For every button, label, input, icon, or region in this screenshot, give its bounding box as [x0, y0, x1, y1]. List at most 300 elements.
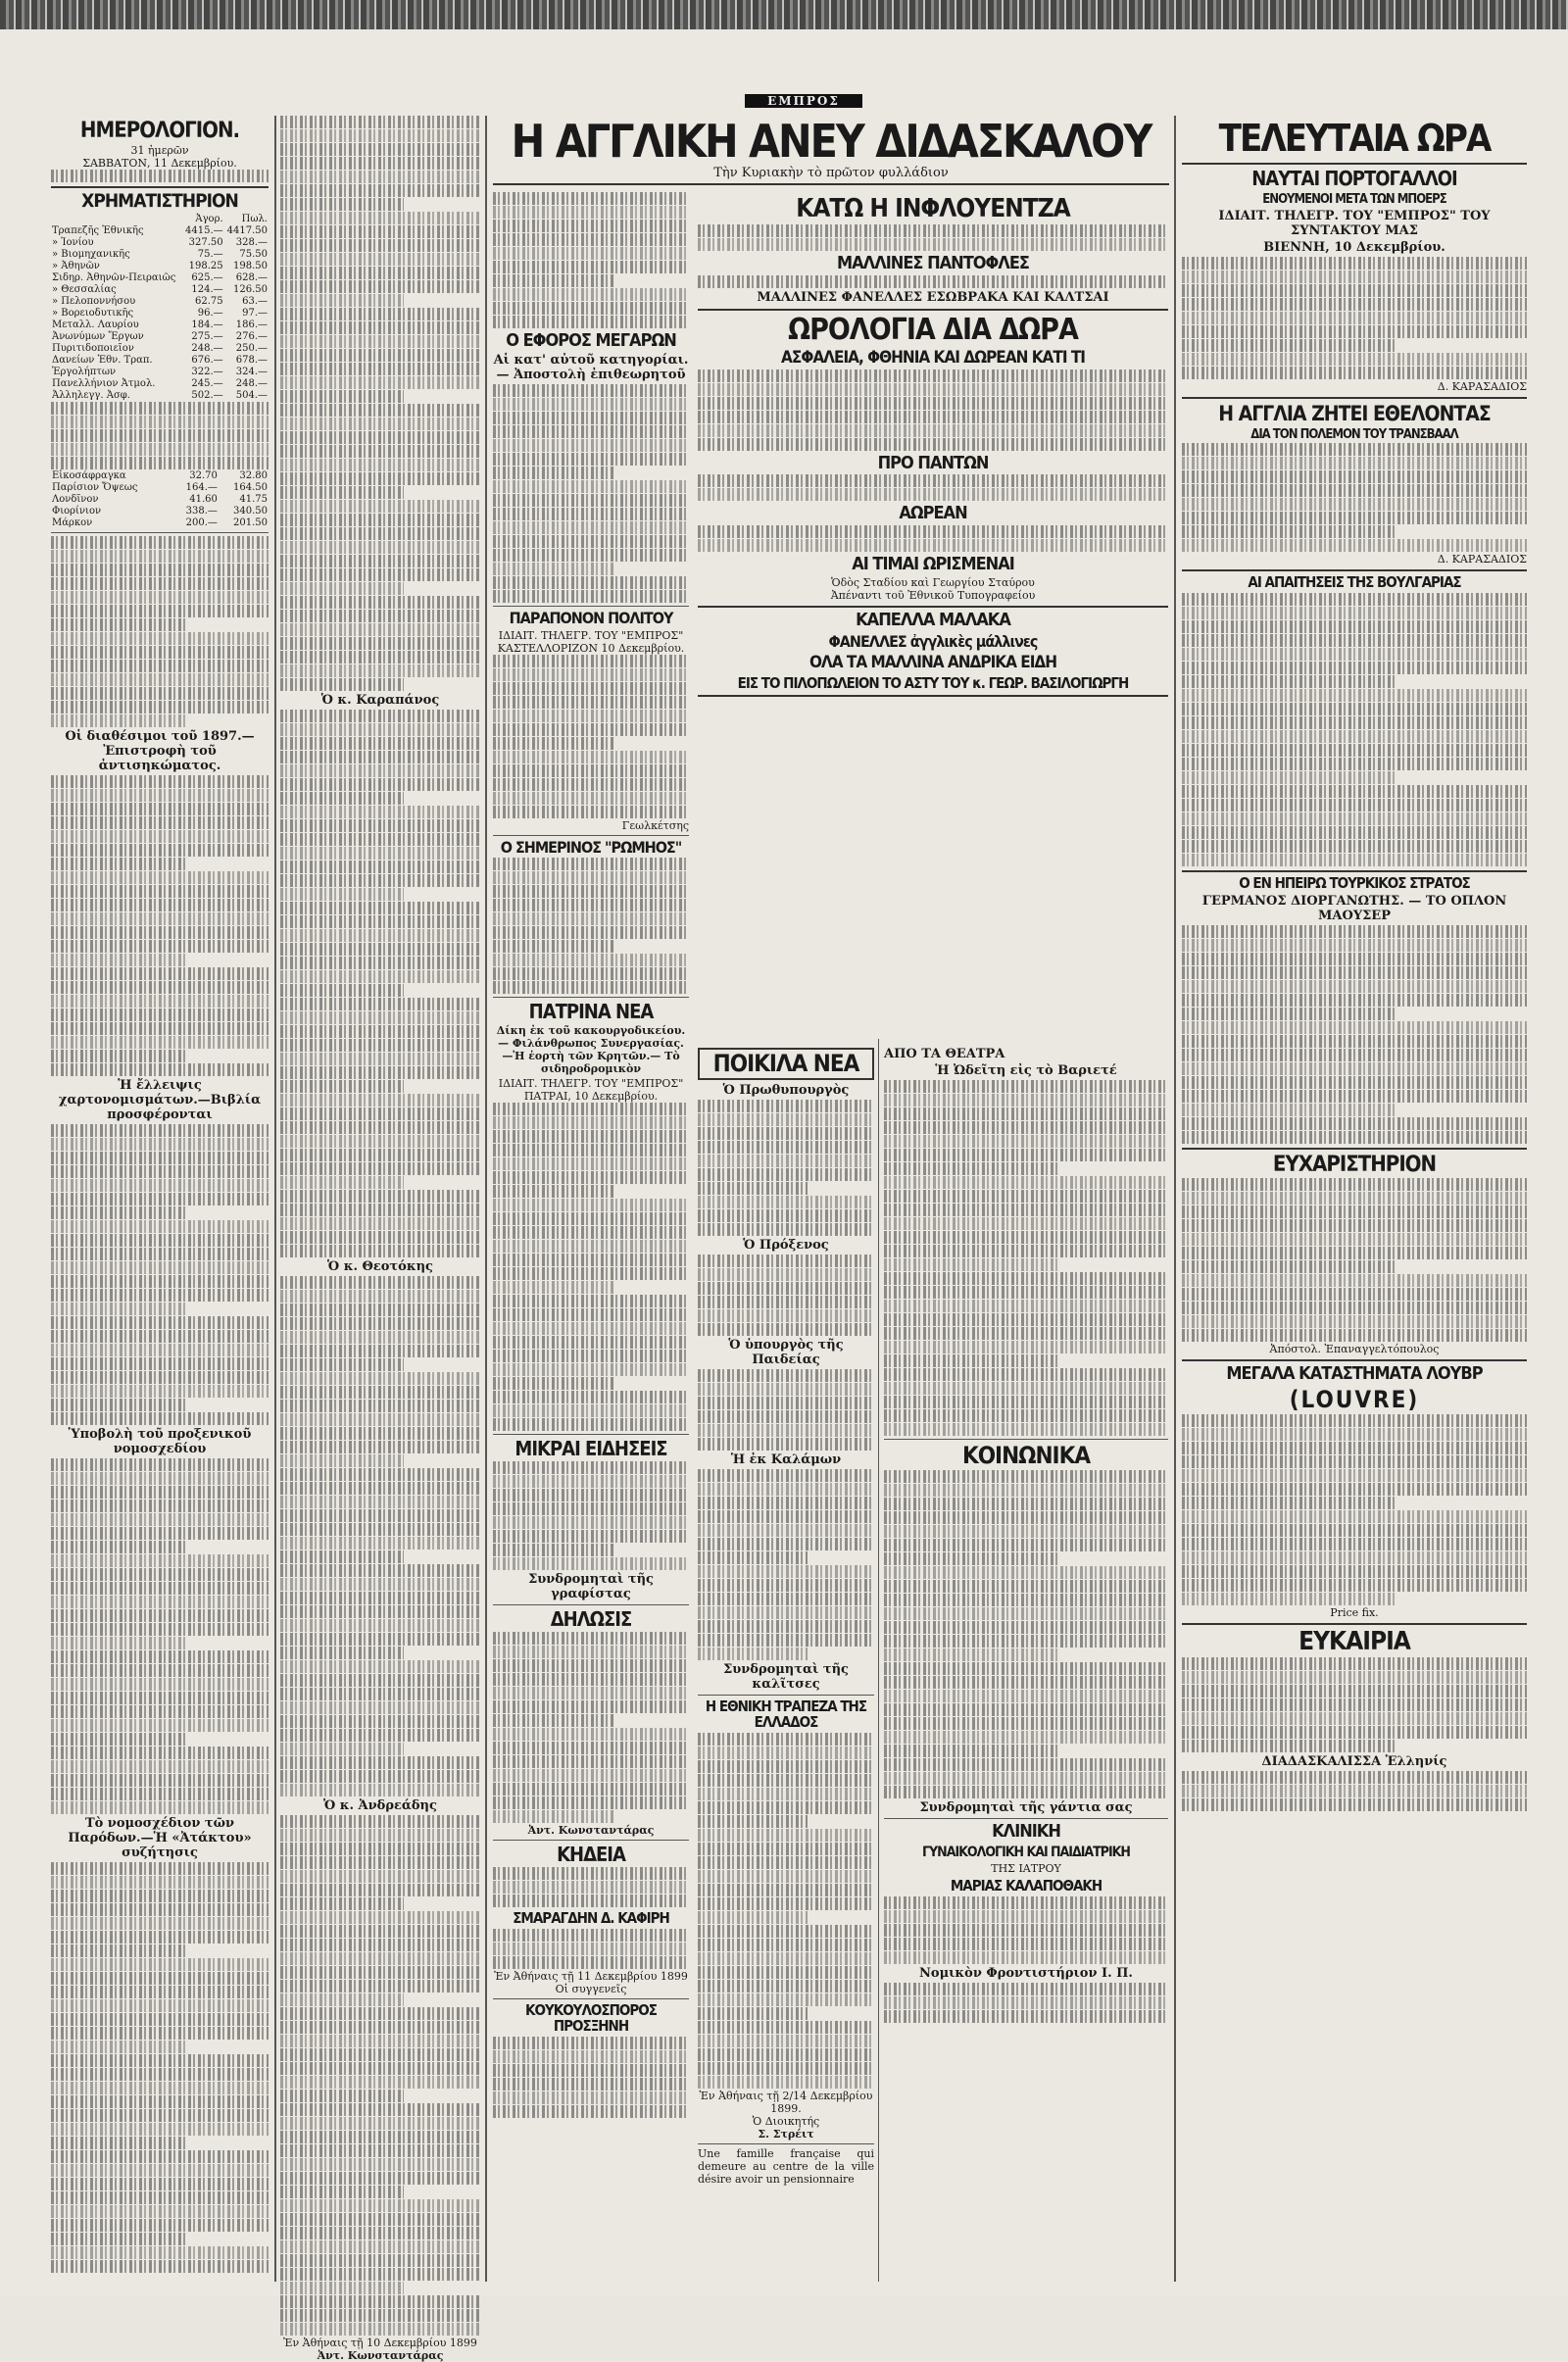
body-text-line	[51, 1036, 269, 1049]
body-text-line	[51, 2205, 269, 2218]
body-text-line	[51, 1357, 269, 1370]
body-text-line	[51, 789, 269, 802]
body-text-line	[280, 1980, 480, 1993]
body-text-line	[698, 1296, 874, 1308]
body-text-line	[493, 1144, 689, 1156]
body-text-line	[698, 1801, 874, 1814]
body-text-line	[280, 2254, 480, 2267]
body-text-line	[1182, 730, 1527, 743]
section-subheading: Δίκη ἐκ τοῦ κακουργοδικείου.— Φιλάνθρωπος Συνεργασίας.—Ἡ ἑορτὴ τῶν Κρητῶν.— Τὸ σιδηροδρομικὸν	[496, 1024, 686, 1076]
body-text-line	[1182, 689, 1527, 702]
body-text-line	[698, 275, 1168, 288]
column-rule	[485, 116, 487, 2282]
body-text-line	[493, 1336, 689, 1349]
body-text-line	[1182, 980, 1527, 993]
body-text-line	[51, 1733, 186, 1746]
body-text-line	[51, 591, 269, 604]
body-text-line	[51, 1650, 269, 1663]
body-text-line	[493, 576, 689, 589]
body-text-line	[51, 1412, 269, 1425]
body-text-line	[51, 1788, 269, 1800]
body-text-line	[280, 1080, 404, 1093]
body-text-line	[698, 1497, 874, 1509]
body-text-line	[493, 954, 689, 966]
body-text-line	[280, 212, 480, 224]
signature: Γεωλκέτσης	[621, 818, 689, 832]
body-text-line	[280, 1372, 480, 1385]
body-text-line	[280, 1966, 480, 1979]
column-4b	[884, 1045, 1168, 2024]
signature: Δ. ΚΑΡΑΣΑΔΙΟΣ	[1437, 553, 1527, 566]
body-text-line	[280, 129, 480, 142]
body-text-line	[1182, 826, 1527, 839]
body-text-line	[1182, 443, 1527, 456]
market-row: Ἀλληλεγγ. Ἀσφ. 502.— 504.—	[52, 390, 268, 402]
body-text-line	[280, 1578, 480, 1591]
body-text-line	[51, 1596, 269, 1608]
body-text-line	[493, 806, 689, 818]
body-text-line	[1182, 1712, 1527, 1725]
body-text-line	[698, 1113, 874, 1126]
body-text-line	[280, 1121, 480, 1134]
body-text-line	[493, 480, 689, 493]
body-text-line	[51, 1876, 269, 1889]
body-text-line	[1182, 470, 1527, 483]
body-text-line	[698, 1634, 874, 1647]
body-text-line	[698, 1911, 808, 1924]
body-text-line	[51, 1316, 269, 1329]
body-text-line	[280, 1094, 480, 1107]
body-text-line	[493, 1475, 689, 1488]
body-text-line	[1182, 325, 1527, 338]
body-text-line	[280, 915, 480, 928]
signature: Ἀντ. Κωνσταντάρας	[317, 2349, 444, 2362]
body-text-line	[280, 1441, 480, 1453]
body-text-line	[493, 981, 689, 994]
body-text-line	[493, 439, 689, 452]
body-text-line	[493, 261, 689, 273]
body-text-line	[698, 488, 1168, 501]
body-text-line	[698, 1939, 874, 1951]
body-text-line	[1182, 1219, 1527, 1232]
body-text-line	[1182, 953, 1527, 965]
body-text-line	[493, 1714, 614, 1727]
body-text-line	[698, 1829, 874, 1842]
body-text-line	[1182, 1771, 1527, 1784]
body-text-line	[280, 184, 480, 197]
body-text-line	[280, 1107, 480, 1120]
section-heading: Συνδρομηταὶ τῆς γραφίστας	[528, 1572, 654, 1602]
body-text-line	[280, 2035, 480, 2047]
column-4	[698, 192, 1168, 701]
body-text-line	[51, 2137, 186, 2149]
body-text-line	[884, 2010, 1168, 2023]
body-text-line	[280, 2199, 480, 2212]
body-text-line	[280, 778, 480, 791]
body-text-line	[51, 1931, 269, 1944]
body-text-line	[280, 1770, 480, 1783]
body-text-line	[493, 723, 689, 736]
body-text-line	[493, 885, 689, 898]
body-text-line	[493, 274, 614, 287]
body-text-line	[884, 1484, 1168, 1497]
body-text-line	[1182, 799, 1527, 812]
body-text-line	[1182, 1233, 1527, 1246]
body-text-line	[280, 1993, 404, 2006]
body-text-line	[280, 1897, 404, 1910]
body-text-line	[884, 1983, 1168, 1995]
body-text-line	[51, 1513, 269, 1526]
date-line: Ἐν Ἀθήναις τῇ 10 Δεκεμβρίου 1899	[283, 2337, 477, 2349]
body-text-line	[884, 1162, 1060, 1175]
body-text-line	[493, 192, 689, 205]
body-text-line	[698, 424, 1168, 437]
body-text-line	[698, 1410, 874, 1423]
body-text-line	[1182, 925, 1527, 938]
market-row: Πυριτιδοποιεῖον 248.— 250.—	[52, 343, 268, 355]
body-text-line	[280, 1815, 480, 1828]
body-text-line	[698, 383, 1168, 396]
body-text-line	[1182, 1524, 1527, 1537]
body-text-line	[884, 1300, 1168, 1312]
body-text-line	[51, 577, 269, 590]
masthead: ΕΜΠΡΟΣ	[745, 94, 862, 108]
body-text-line	[280, 459, 480, 471]
body-text-line	[493, 2050, 689, 2063]
body-text-line	[51, 858, 186, 870]
body-text-line	[493, 1240, 689, 1253]
body-text-line	[493, 1943, 689, 1955]
body-text-line	[884, 1470, 1168, 1483]
ad-line: ΤΗΣ ΙΑΤΡΟΥ	[991, 1861, 1061, 1875]
section-heading: Η ΕΘΝΙΚΗ ΤΡΑΠΕΖΑ ΤΗΣ ΕΛΛΑΔΟΣ	[705, 1698, 867, 1731]
body-text-line	[51, 632, 269, 645]
body-text-line	[51, 1958, 269, 1971]
body-text-line	[493, 302, 689, 315]
ad-headline: ΚΛΙΝΙΚΗ	[992, 1821, 1060, 1843]
body-text-line	[884, 1731, 1168, 1744]
body-text-line	[280, 1715, 480, 1728]
body-text-line	[493, 858, 689, 870]
body-text-line	[884, 1382, 1168, 1395]
body-text-line	[698, 1141, 874, 1154]
body-text-line	[1182, 312, 1527, 324]
body-text-line	[493, 1461, 689, 1474]
body-text-line	[280, 1331, 480, 1344]
body-text-line	[280, 404, 480, 417]
item-heading: Ὁ Πρόξενος	[743, 1238, 829, 1254]
body-text-line	[884, 1648, 1060, 1661]
body-text-line	[51, 1289, 269, 1302]
almanac-date: ΣΑΒΒΑΤΟΝ, 11 Δεκεμβρίου.	[82, 157, 237, 171]
body-text-line	[51, 1862, 269, 1875]
body-text-line	[280, 1660, 480, 1673]
body-text-line	[493, 1404, 689, 1417]
body-text-line	[280, 847, 480, 860]
body-text-line	[51, 1063, 269, 1076]
body-text-line	[51, 1637, 186, 1649]
headline: Η ΑΓΓΛΙΑ ΖΗΤΕΙ ΕΘΕΛΟΝΤΑΣ	[1218, 401, 1491, 425]
body-text-line	[280, 2048, 480, 2061]
body-text-line	[51, 1972, 269, 1985]
telegram-line: ΙΔΙΑΙΤ. ΤΗΛΕΓΡ. ΤΟΥ "ΕΜΠΡΟΣ"	[498, 628, 684, 642]
body-text-line	[51, 1330, 269, 1343]
signature: Δ. ΚΑΡΑΣΑΔΙΟΣ	[1437, 379, 1527, 393]
subheadline: ΔΙΑ ΤΟΝ ΠΟΛΕΜΟΝ ΤΟΥ ΤΡΑΝΣΒΑΑΛ	[1250, 426, 1458, 442]
body-text-line	[493, 1769, 689, 1782]
body-text-line	[698, 1579, 874, 1592]
body-text-line	[698, 1309, 874, 1322]
body-text-line	[51, 536, 269, 549]
body-text-line	[493, 425, 689, 438]
body-text-line	[493, 940, 614, 953]
body-text-line	[493, 1171, 689, 1184]
market-row: Παρίσιον Ὄψεως 164.— 164.50	[52, 482, 268, 494]
body-text-line	[280, 2186, 404, 2198]
body-text-line	[280, 664, 480, 677]
body-text-line	[280, 294, 404, 307]
body-text-line	[493, 467, 614, 479]
body-text-line	[280, 723, 480, 736]
body-text-line	[884, 1245, 1168, 1257]
body-text-line	[1182, 367, 1527, 379]
body-text-line	[280, 1564, 480, 1577]
body-text-line	[51, 1527, 269, 1540]
body-text-line	[698, 1155, 874, 1167]
body-text-line	[884, 1135, 1168, 1148]
telegram-line: ΙΔΙΑΙΤ. ΤΗΛΕΓΡ. ΤΟΥ "ΕΜΠΡΟΣ"	[498, 1077, 684, 1091]
body-text-line	[51, 1275, 269, 1288]
date-line: Ἐν Ἀθήναις τῇ 11 Δεκεμβρίου 1899	[494, 1970, 688, 1984]
body-text-line	[1182, 703, 1527, 715]
body-text-line	[280, 568, 480, 581]
body-text-line	[493, 1956, 689, 1969]
body-text-line	[280, 2103, 480, 2116]
body-text-line	[51, 687, 269, 700]
headline: ΝΑΥΤΑΙ ΠΟΡΤΟΓΑΛΛΟΙ	[1251, 166, 1457, 190]
body-text-line	[1182, 675, 1396, 688]
body-text-line	[493, 494, 689, 507]
body-text-line	[884, 1423, 1168, 1436]
body-text-line	[1182, 662, 1527, 674]
almanac-title: ΗΜΕΡΟΛΟΓΙΟΝ.	[79, 119, 240, 143]
body-text-line	[493, 682, 689, 695]
body-text-line	[1182, 257, 1527, 270]
body-text-line	[280, 1856, 480, 1869]
body-text-line	[51, 1692, 269, 1704]
market-table: Ἀγορ. Πωλ. Τραπεζῆς Ἐθνικῆς 4415.— 4417.50 » Ἰονίου 327.50 328.— » Βιομηχανικῆς 75.— 75.50 » Ἀθηνῶν 198.25 198.50 Σιδηρ. Ἀθηνῶν-Πειραιῶς 625.— 628.— » Θεσσαλίας 124.— 126.50 » Πελοποννήσου 62.75 63.— » Βορειοδυτικῆς 96.— 97.— Μεταλλ. Λαυρίου 184.— 186.— Ἀνωνύμων Ἔργων 275.— 276.— Πυριτιδοποιεῖον 248.— 250.— Δανείων Ἐθν. Τραπ. 676.— 678.— Ἐργολήπτων 322.— 324.— Πανελλήνιον Ἀτμολ. 245.— 248.— Ἀλληλεγγ. Ἀσφ. 502.— 504.—	[52, 214, 268, 402]
body-text-line	[280, 1427, 480, 1440]
body-text-line	[51, 646, 269, 659]
body-text-line	[51, 1022, 269, 1035]
body-text-line	[51, 1385, 269, 1398]
body-text-line	[51, 885, 269, 898]
body-text-line	[884, 1717, 1168, 1730]
body-text-line	[493, 1377, 614, 1390]
body-text-line	[280, 943, 480, 956]
body-text-line	[51, 1719, 269, 1732]
body-text-line	[280, 2076, 480, 2089]
body-text-line	[1182, 1062, 1527, 1075]
body-text-line	[280, 1149, 480, 1161]
body-text-line	[884, 1951, 1168, 1964]
body-text-line	[280, 1647, 404, 1659]
body-text-line	[280, 1925, 480, 1938]
body-text-line	[280, 1190, 480, 1203]
body-text-line	[51, 1890, 269, 1902]
body-text-line	[493, 2078, 689, 2091]
body-text-line	[698, 1620, 874, 1633]
body-text-line	[1182, 1442, 1527, 1454]
body-text-line	[280, 1400, 480, 1412]
body-text-line	[698, 1952, 874, 1965]
ad-headline: ΩΡΟΛΟΓΙΑ ΔΙΑ ΔΩΡΑ	[788, 313, 1078, 348]
ad-headline: ΜΕΓΑΛΑ ΚΑΤΑΣΤΗΜΑΤΑ ΛΟΥΒΡ	[1226, 1362, 1483, 1384]
body-text-line	[51, 2054, 269, 2067]
section-heading: ΚΟΙΝΩΝΙΚΑ	[961, 1442, 1091, 1469]
body-text-line	[51, 1609, 269, 1622]
body-text-line	[493, 233, 689, 246]
headline: ΕΥΧΑΡΙΣΤΗΡΙΟΝ	[1272, 1152, 1437, 1177]
body-text-line	[493, 1489, 689, 1501]
body-text-line	[51, 967, 269, 980]
body-text-line	[51, 2260, 269, 2273]
body-text-line	[493, 737, 614, 750]
body-text-line	[51, 564, 269, 576]
body-text-line	[280, 308, 480, 320]
body-text-line	[884, 1190, 1168, 1203]
body-text-line	[1182, 812, 1527, 825]
body-text-line	[884, 1996, 1168, 2009]
body-text-line	[1182, 994, 1527, 1007]
body-text-line	[280, 349, 480, 362]
body-text-line	[280, 157, 480, 170]
body-text-line	[493, 1308, 689, 1321]
body-text-line	[51, 981, 269, 994]
dateline: ΒΙΕΝΝΗ, 10 Δεκεμβρίου.	[1263, 239, 1446, 255]
body-text-line	[493, 1418, 689, 1431]
body-text-line	[280, 2007, 480, 2020]
body-text-line	[493, 967, 689, 980]
body-text-line	[1182, 1551, 1527, 1564]
body-text-line	[280, 1870, 480, 1883]
body-text-line	[884, 1745, 1060, 1757]
body-text-line	[493, 1103, 689, 1115]
body-text-line	[280, 582, 404, 595]
body-text-line	[884, 1758, 1168, 1771]
body-text-line	[884, 1690, 1168, 1702]
body-text-line	[493, 1659, 689, 1672]
body-text-line	[493, 1185, 614, 1198]
section-heading: Τὸ νομοσχέδιον τῶν Παρόδων.—Ἡ «Ἀτάκτου» συζήτησις	[68, 1816, 252, 1861]
section-subheading: Αἱ κατ' αὐτοῦ κατηγορίαι.— Ἀποστολὴ ἐπιθεωρητοῦ	[493, 352, 689, 382]
body-text-line	[884, 1094, 1168, 1107]
body-text-line	[280, 1231, 480, 1244]
body-text-line	[493, 508, 689, 520]
body-text-line	[493, 1796, 689, 1809]
body-text-line	[280, 431, 480, 444]
body-text-line	[884, 1635, 1168, 1648]
body-text-line	[493, 247, 689, 260]
item-heading: Ὁ ὑπουργὸς τῆς Παιδείας	[728, 1338, 844, 1368]
column-3	[493, 192, 689, 2119]
body-text-line	[280, 1523, 480, 1536]
body-text-line	[280, 335, 480, 348]
body-text-line	[51, 1917, 269, 1930]
body-text-line	[698, 1510, 874, 1523]
main-headline-block	[493, 114, 1169, 189]
body-text-line	[493, 384, 689, 397]
body-text-line	[280, 1619, 480, 1632]
body-text-line	[698, 1925, 874, 1938]
body-text-line	[280, 363, 480, 375]
body-text-line	[1182, 1302, 1527, 1314]
body-text-line	[51, 830, 269, 843]
body-text-line	[1182, 512, 1527, 524]
body-text-line	[280, 1701, 480, 1714]
body-text-line	[280, 1276, 480, 1289]
body-text-line	[51, 1678, 269, 1691]
body-text-line	[280, 472, 480, 485]
body-text-line	[698, 1551, 808, 1564]
column-5	[1182, 116, 1527, 1812]
body-text-line	[280, 1592, 480, 1604]
body-text-line	[698, 539, 1168, 552]
body-text-line	[493, 590, 689, 603]
body-text-line	[51, 1009, 269, 1021]
body-text-line	[493, 1673, 689, 1686]
body-text-line	[1182, 457, 1527, 469]
body-text-line	[1182, 1593, 1396, 1605]
body-text-line	[280, 1550, 404, 1563]
body-text-line	[51, 550, 269, 563]
body-text-line	[884, 1396, 1168, 1408]
body-text-line	[280, 1911, 480, 1924]
body-text-line	[280, 623, 480, 636]
section-heading: Νομικὸν Φροντιστήριον Ι. Π.	[919, 1965, 1133, 1981]
body-text-line	[280, 596, 480, 609]
body-text-line	[280, 764, 480, 777]
ad-note: Price fix.	[1330, 1605, 1379, 1619]
body-text-line	[493, 871, 689, 884]
body-text-line	[51, 1138, 269, 1151]
body-text-line	[884, 1786, 1168, 1798]
body-text-line	[884, 1772, 1168, 1785]
column-rule	[1174, 116, 1176, 2282]
section-heading: Ο ΣΗΜΕΡΙΝΟΣ "ΡΩΜΗΟΣ"	[500, 837, 682, 857]
body-text-line	[280, 1304, 480, 1316]
ad-headline: ΚΑΠΕΛΛΑ ΜΑΛΑΚΑ	[856, 610, 1010, 631]
body-text-line	[51, 673, 269, 686]
body-text-line	[493, 926, 689, 939]
body-text-line	[698, 1538, 874, 1550]
body-text-line	[51, 926, 269, 939]
body-text-line	[698, 411, 1168, 423]
body-text-line	[698, 1815, 808, 1828]
body-text-line	[51, 1500, 269, 1512]
ad-subheadline: ΟΛΑ ΤΑ ΜΑΛΛΙΝΑ ΑΝΔΡΙΚΑ ΕΙΔΗ	[808, 652, 1057, 672]
body-text-line	[493, 710, 689, 722]
body-text-line	[884, 1368, 1168, 1381]
body-text-line	[280, 321, 480, 334]
market-row: Τραπεζῆς Ἐθνικῆς 4415.— 4417.50	[52, 225, 268, 237]
body-text-line	[493, 1254, 689, 1266]
body-text-line	[884, 1313, 1168, 1326]
market-row: Πανελλήνιον Ἀτμολ. 245.— 248.—	[52, 378, 268, 390]
body-text-line	[51, 2219, 269, 2232]
body-text-line	[698, 1397, 874, 1409]
market-row: » Βορειοδυτικῆς 96.— 97.—	[52, 308, 268, 320]
